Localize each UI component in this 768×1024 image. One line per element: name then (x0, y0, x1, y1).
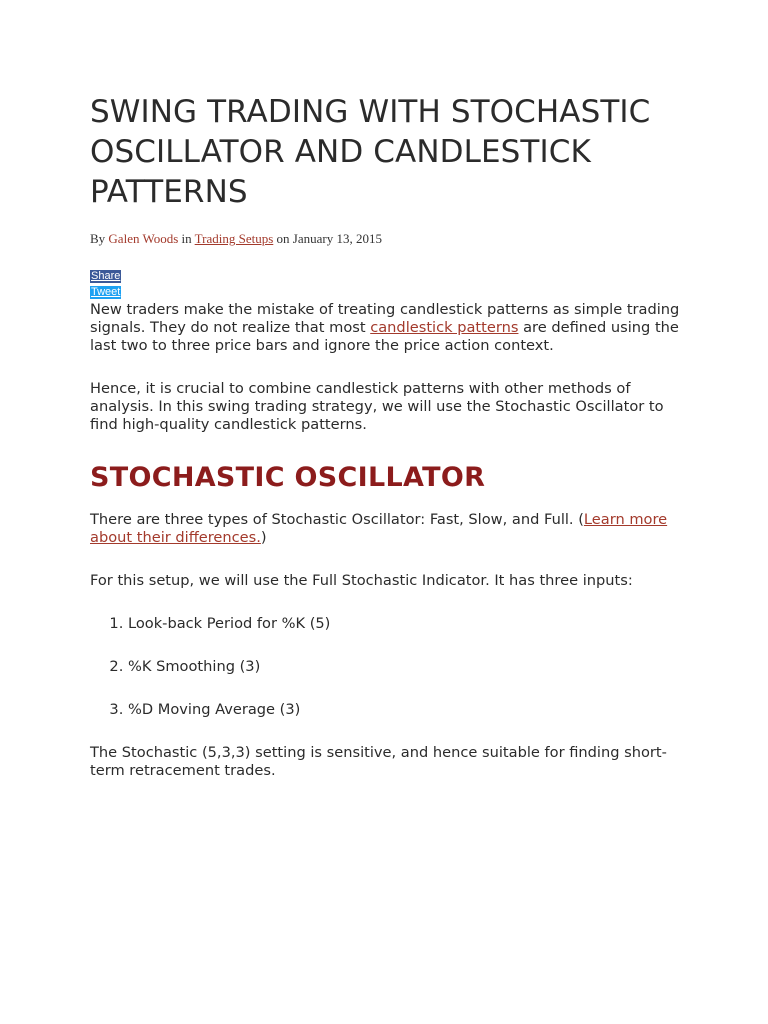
stochastic-types-paragraph (90, 511, 680, 547)
article-title: SWING TRADING WITH STOCHASTIC OSCILLATOR AND CANDLESTICK PATTERNS (90, 94, 651, 210)
byline-by: By (90, 231, 106, 246)
setting-paragraph: The Stochastic (5,3,3) setting is sensitive, and hence suitable for finding short-term retracement trades. (90, 744, 667, 779)
byline-in: in (181, 231, 192, 246)
section-heading: STOCHASTIC OSCILLATOR (90, 462, 486, 493)
twitter-tweet-button[interactable]: Tweet (91, 286, 121, 298)
inputs-list (90, 615, 680, 719)
facebook-share-button[interactable]: Share (91, 270, 121, 282)
setup-paragraph: For this setup, we will use the Full Stochastic Indicator. It has three inputs: (90, 572, 633, 589)
author-link[interactable]: Galen Woods (108, 231, 179, 246)
intro-text-2: are defined using the last two to three price bars and ignore the price action context. (90, 319, 679, 354)
list-item: 3. %D Moving Average (3) (128, 701, 680, 719)
byline (90, 230, 680, 247)
social-share (90, 267, 680, 299)
intro-paragraph-2: Hence, it is crucial to combine candlestick patterns with other methods of analysis. In this swing trading strategy, we will use the Stochastic Oscillator to find high-quality candlestick patterns. (90, 380, 664, 433)
learn-more-link[interactable]: Learn more about their differences. (90, 511, 668, 546)
candlestick-patterns-link[interactable]: candlestick patterns (370, 319, 519, 336)
types-text: There are three types of Stochastic Oscillator: Fast, Slow, and Full. ( (90, 511, 584, 528)
intro-text-1: New traders make the mistake of treating candlestick patterns as simple trading signals. They do not realize that most (90, 301, 680, 336)
list-item: 1. Look-back Period for %K (5) (128, 615, 680, 633)
category-link[interactable]: Trading Setups (194, 231, 274, 246)
types-text-close: ) (260, 529, 267, 546)
list-item: 2. %K Smoothing (3) (128, 658, 680, 676)
byline-date: on January 13, 2015 (276, 231, 382, 246)
article (90, 92, 680, 780)
intro-paragraph-1 (90, 301, 680, 355)
